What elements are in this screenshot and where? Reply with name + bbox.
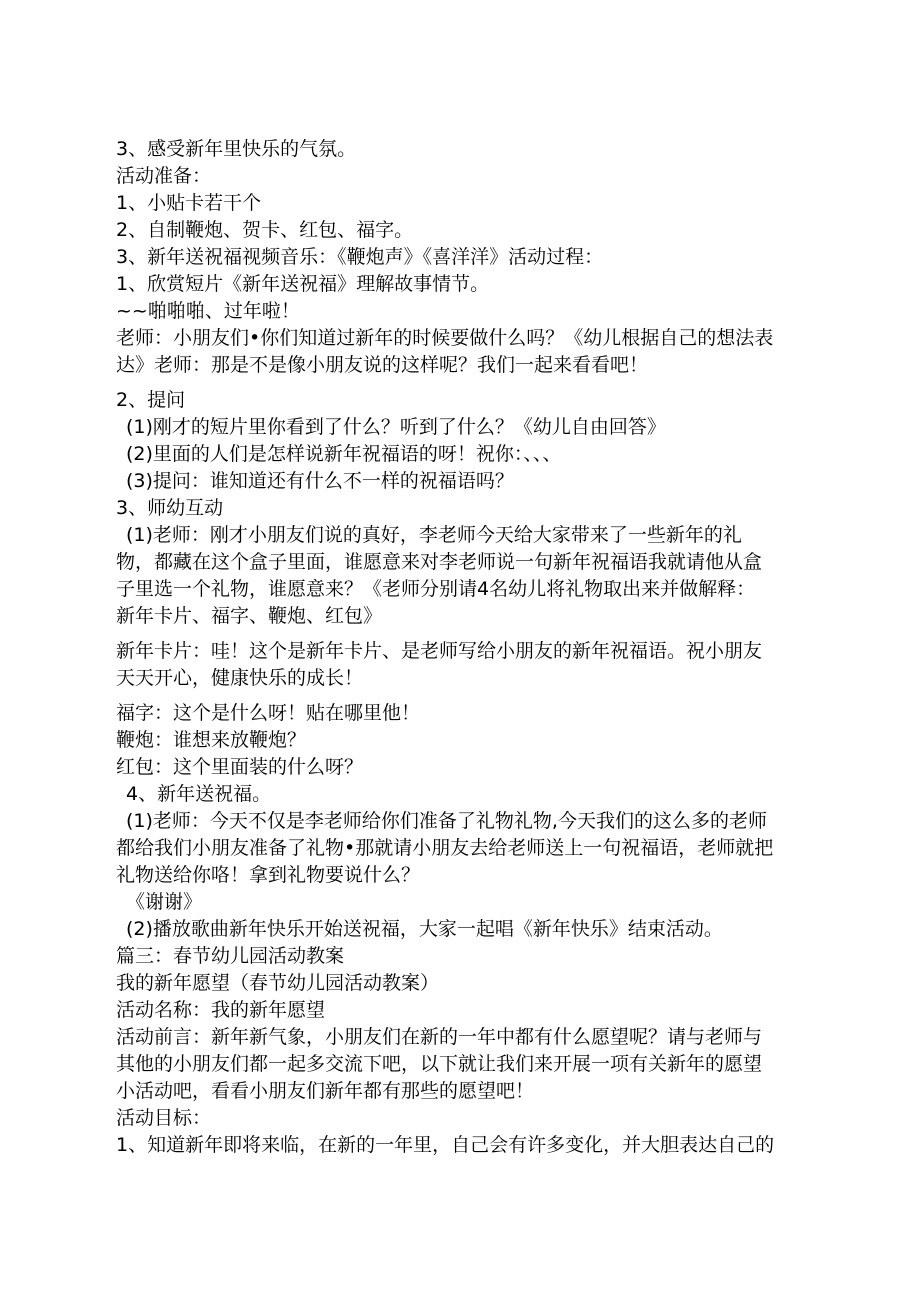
- text-line: 活动准备：: [116, 165, 212, 187]
- text-line: 活动前言：新年新气象，小朋友们在新的一年中都有什么愿望呢？请与老师与: [116, 1026, 763, 1048]
- text-line: 鞭炮：谁想来放鞭炮？: [116, 729, 307, 751]
- text-line: ~~啪啪啪、过年啦！: [116, 300, 300, 322]
- text-line: 小活动吧，看看小朋友们新年都有那些的愿望吧！: [116, 1080, 535, 1102]
- text-line: (1)老师：刚才小朋友们说的真好，李老师今天给大家带来了一些新年的礼: [126, 524, 742, 546]
- text-line: 子里选一个礼物，谁愿意来？《老师分别请4名幼儿将礼物取出来并做解释：: [116, 578, 756, 600]
- text-line: 礼物送给你咯！拿到礼物要说什么？: [116, 864, 421, 886]
- text-line: 4、新年送祝福。: [126, 783, 272, 805]
- text-line: 新年卡片、福字、鞭炮、红包》: [116, 605, 383, 627]
- text-line: (2)里面的人们是怎样说新年祝福语的呀！祝你：、、、: [126, 443, 562, 465]
- text-line: 我的新年愿望（春节幼儿园活动教案）: [116, 972, 440, 994]
- text-line: 新年卡片：哇！这个是新年卡片、是老师写给小朋友的新年祝福语。祝小朋友: [116, 640, 763, 662]
- text-line: 都给我们小朋友准备了礼物•那就请小朋友去给老师送上一句祝福语，老师就把: [116, 837, 774, 859]
- text-line: 《谢谢》: [126, 891, 203, 913]
- section-heading: 篇三：春节幼儿园活动教案: [116, 945, 345, 967]
- text-line: 2、提问: [116, 389, 186, 411]
- text-line: 福字：这个是什么呀！贴在哪里他！: [116, 702, 421, 724]
- text-line: 物，都藏在这个盒子里面，谁愿意来对李老师说一句新年祝福语我就请他从盒: [116, 551, 763, 573]
- text-line: 2、自制鞭炮、贺卡、红包、福字。: [116, 219, 414, 241]
- text-line: (1)老师：今天不仅是李老师给你们准备了礼物礼物,今天我们的这么多的老师: [126, 810, 767, 832]
- text-line: (2)播放歌曲新年快乐开始送祝福，大家一起唱《新年快乐》结束活动。: [126, 918, 723, 940]
- text-line: 其他的小朋友们都一起多交流下吧，以下就让我们来开展一项有关新年的愿望: [116, 1053, 763, 1075]
- document-page: [116, 136, 816, 1159]
- text-line: 红包：这个里面装的什么呀？: [116, 756, 364, 778]
- text-line: 1、欣赏短片《新年送祝福》理解故事情节。: [116, 273, 490, 295]
- text-line: (3)提问：谁知道还有什么不一样的祝福语吗？: [126, 470, 514, 492]
- text-line: (1)刚才的短片里你看到了什么？听到了什么？《幼儿自由回答》: [126, 416, 666, 438]
- text-line: 3、感受新年里快乐的气氛。: [116, 138, 357, 160]
- text-line: 1、小贴卡若干个: [116, 192, 262, 214]
- text-line: 达》老师：那是不是像小朋友说的这样呢？我们一起来看看吧！: [116, 354, 649, 376]
- text-line: 3、新年送祝福视频音乐：《鞭炮声》《喜洋洋》活动过程：: [116, 246, 604, 268]
- text-line: 天天开心，健康快乐的成长！: [116, 667, 364, 689]
- text-line: 活动目标：: [116, 1107, 212, 1129]
- text-line: 活动名称：我的新年愿望: [116, 999, 326, 1021]
- text-line: 1、知道新年即将来临，在新的一年里，自己会有许多变化，并大胆表达自己的: [116, 1134, 775, 1156]
- text-line: 老师：小朋友们•你们知道过新年的时候要做什么吗？《幼儿根据自己的想法表: [116, 327, 774, 349]
- text-line: 3、师幼互动: [116, 497, 224, 519]
